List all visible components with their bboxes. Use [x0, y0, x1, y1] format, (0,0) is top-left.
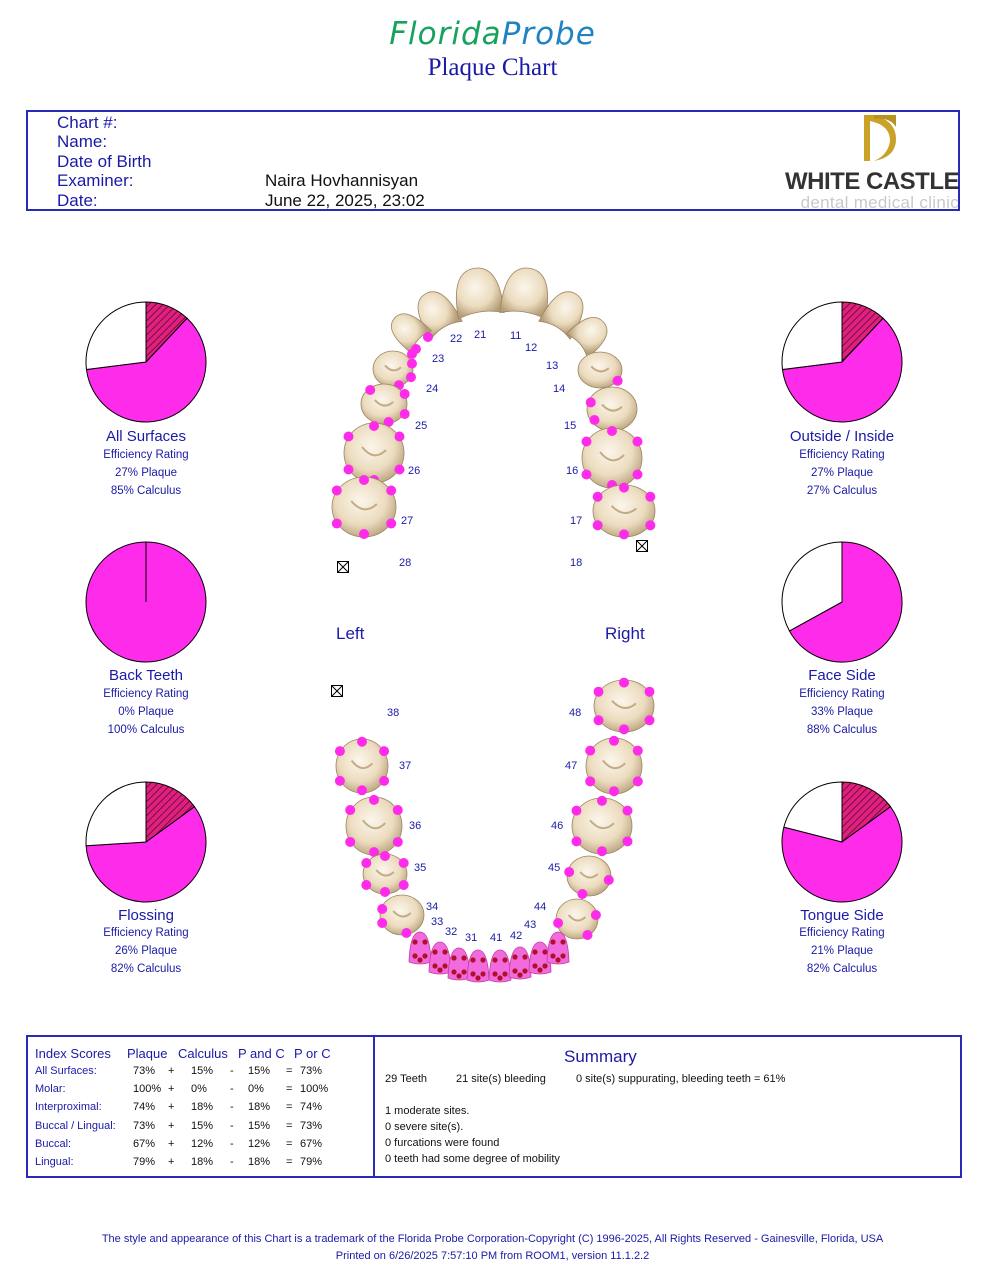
bleeding-site-dot	[560, 939, 565, 944]
plus-operator: +	[168, 1119, 175, 1132]
p-and-c-score: 0%	[248, 1083, 264, 1096]
tooth-number: 13	[546, 360, 559, 372]
pie-title-all-surfaces: All Surfaces	[105, 428, 187, 445]
bleeding-site-dot	[497, 975, 502, 980]
score-row-label: Interproximal:	[35, 1101, 102, 1114]
bleeding-site-dot	[480, 957, 485, 962]
plaque-site-dot	[359, 475, 369, 485]
plaque-site-dot	[345, 837, 355, 847]
molar-tooth	[593, 485, 655, 537]
p-and-c-score: 18%	[248, 1101, 271, 1114]
plaque-score: 74%	[133, 1101, 156, 1114]
plaque-site-dot	[609, 786, 619, 796]
plaque-site-dot	[369, 421, 379, 431]
tooth-number: 16	[566, 465, 579, 477]
plaque-site-dot	[633, 746, 643, 756]
bleeding-site-dot	[451, 955, 456, 960]
pie-calculus: 85% Calculus	[110, 485, 182, 497]
bleeding-site-dot	[512, 968, 517, 973]
summary-line: 0 severe site(s).	[385, 1121, 464, 1133]
score-row-label: All Surfaces:	[35, 1065, 97, 1077]
plaque-site-dot	[335, 746, 345, 756]
pie-rating: Efficiency Rating	[799, 449, 885, 461]
molar-tooth	[332, 477, 396, 537]
tooth-number: 44	[534, 901, 547, 913]
plaque-site-dot	[597, 796, 607, 806]
plaque-site-dot	[361, 858, 371, 868]
p-or-c-score: 100%	[300, 1083, 329, 1096]
plaque-site-dot	[593, 492, 603, 502]
plaque-site-dot	[594, 715, 604, 725]
plaque-column-header: Plaque	[127, 1046, 168, 1061]
summary-title: Summary	[564, 1047, 637, 1066]
bleeding-site-dot	[432, 949, 437, 954]
bleeding-site-dot	[537, 967, 542, 972]
plaque-site-dot	[572, 836, 582, 846]
tooth-number: 24	[426, 383, 439, 395]
p-or-c-score: 73%	[300, 1065, 323, 1077]
plaque-score: 73%	[133, 1119, 156, 1132]
plaque-site-dot	[577, 889, 587, 899]
plaque-site-dot	[400, 409, 410, 419]
tooth-number: 31	[465, 932, 478, 944]
pie-rating: Efficiency Rating	[799, 927, 885, 939]
tooth-number: 33	[431, 916, 444, 928]
minus-operator: -	[230, 1083, 234, 1096]
plaque-site-dot	[619, 678, 629, 688]
plaque-site-dot	[623, 806, 633, 816]
plaque-site-dot	[619, 483, 629, 493]
tooth-number: 22	[450, 333, 463, 345]
bleeding-site-dot	[512, 954, 517, 959]
plaque-site-dot	[395, 432, 405, 442]
molar-tooth	[586, 738, 642, 794]
tooth-number: 32	[445, 926, 458, 938]
pie-plaque: 21% Plaque	[810, 945, 874, 957]
summary-line: 0 teeth had some degree of mobility	[385, 1153, 560, 1165]
pie-plaque: 27% Plaque	[114, 467, 178, 479]
plaque-site-dot	[344, 432, 354, 442]
bleeding-site-dot	[502, 957, 507, 962]
plaque-score: 67%	[133, 1137, 156, 1150]
bleeding-site-dot	[480, 971, 485, 976]
plus-operator: +	[168, 1065, 175, 1077]
minus-operator: -	[230, 1101, 234, 1114]
tooth-number: 47	[565, 760, 578, 772]
pie-title-outside-inside: Outside / Inside	[789, 428, 895, 445]
right-side-label: Right	[605, 624, 645, 643]
plus-operator: +	[168, 1083, 175, 1096]
plaque-site-dot	[633, 470, 643, 480]
plaque-site-dot	[357, 785, 367, 795]
plaque-site-dot	[604, 875, 614, 885]
tooth-number: 15	[564, 420, 577, 432]
p-or-c-score: 67%	[300, 1137, 323, 1150]
bleeding-site-dot	[492, 957, 497, 962]
pie-rating: Efficiency Rating	[103, 927, 189, 939]
pie-rating: Efficiency Rating	[103, 449, 189, 461]
name-label: Name:	[57, 132, 108, 151]
p-or-c-column-header: P or C	[294, 1046, 331, 1061]
plaque-score: 100%	[133, 1083, 162, 1096]
tooth-number: 18	[570, 557, 583, 569]
summary-line: 0 furcations were found	[385, 1137, 500, 1149]
molar-tooth	[373, 351, 413, 387]
summary-line: 1 moderate sites.	[385, 1105, 470, 1117]
score-row-label: Buccal:	[35, 1137, 72, 1150]
tooth-number: 21	[474, 329, 487, 341]
florida-probe-logo: FloridaProbe	[389, 16, 596, 52]
bleeding-site-dot	[542, 963, 547, 968]
plaque-site-dot	[597, 846, 607, 856]
left-side-label: Left	[336, 624, 365, 643]
examiner-value: Naira Hovhannisyan	[265, 171, 419, 190]
plaque-site-dot	[393, 837, 403, 847]
index-scores-header: Index Scores	[35, 1046, 111, 1061]
bleeding-site-dot	[456, 973, 461, 978]
bleeding-site-dot	[417, 957, 422, 962]
tooth-number: 27	[401, 515, 414, 527]
tooth-number: 35	[414, 862, 427, 874]
plaque-site-dot	[400, 389, 410, 399]
plaque-site-dot	[379, 746, 389, 756]
bleeding-site-dot	[555, 957, 560, 962]
plaque-site-dot	[357, 737, 367, 747]
plaque-site-dot	[393, 805, 403, 815]
bleeding-site-dot	[550, 939, 555, 944]
plaque-site-dot	[564, 867, 574, 877]
calculus-score: 15%	[191, 1119, 214, 1132]
tooth-number: 46	[551, 820, 564, 832]
teeth-count: 29 Teeth	[385, 1073, 428, 1085]
plaque-site-dot	[645, 715, 655, 725]
bleeding-site-dot	[437, 967, 442, 972]
tooth-number: 43	[524, 919, 537, 931]
plus-operator: +	[168, 1156, 175, 1168]
bleeding-site-dot	[492, 971, 497, 976]
pie-calculus: 82% Calculus	[806, 963, 878, 975]
molar-tooth	[344, 423, 404, 483]
bleeding-site-dot	[560, 953, 565, 958]
print-info-footer: Printed on 6/26/2025 7:57:10 PM from ROOM1, version 11.1.2.2	[335, 1250, 650, 1262]
plaque-site-dot	[377, 904, 387, 914]
calculus-column-header: Calculus	[178, 1046, 228, 1061]
p-and-c-column-header: P and C	[238, 1046, 285, 1061]
equals-operator: =	[286, 1101, 293, 1114]
pie-title-flossing: Flossing	[118, 907, 174, 924]
score-row-label: Molar:	[35, 1083, 66, 1096]
plaque-site-dot	[572, 806, 582, 816]
plaque-site-dot	[582, 437, 592, 447]
p-and-c-score: 12%	[248, 1137, 271, 1150]
pie-plaque: 33% Plaque	[810, 706, 874, 718]
molar-tooth	[582, 428, 642, 488]
date-label: Date:	[57, 191, 98, 210]
plaque-site-dot	[386, 486, 396, 496]
calculus-score: 18%	[191, 1101, 214, 1114]
plaque-site-dot	[386, 519, 396, 529]
plaque-site-dot	[591, 910, 601, 920]
bleeding-site-dot	[470, 957, 475, 962]
tooth-number: 26	[408, 465, 421, 477]
tooth-number: 34	[426, 901, 439, 913]
bleeding-site-dot	[422, 939, 427, 944]
plaque-site-dot	[619, 724, 629, 734]
plaque-site-dot	[335, 776, 345, 786]
plaque-site-dot	[593, 520, 603, 530]
plaque-site-dot	[585, 746, 595, 756]
calculus-score: 12%	[191, 1137, 214, 1150]
equals-operator: =	[286, 1156, 293, 1168]
calculus-score: 0%	[191, 1083, 207, 1096]
bleeding-site-dot	[422, 953, 427, 958]
clinic-name: WHITE CASTLE	[785, 168, 959, 195]
plaque-site-dot	[609, 736, 619, 746]
p-or-c-score: 79%	[300, 1156, 323, 1168]
plaque-site-dot	[613, 376, 623, 386]
bleeding-site-dot	[532, 949, 537, 954]
plaque-site-dot	[633, 437, 643, 447]
molar-tooth	[380, 895, 424, 935]
plaque-site-dot	[395, 465, 405, 475]
plaque-site-dot	[401, 928, 411, 938]
plaque-site-dot	[594, 687, 604, 697]
plaque-site-dot	[365, 385, 375, 395]
chart-number-label: Chart #:	[57, 113, 118, 132]
molar-tooth	[336, 739, 388, 793]
pie-calculus: 82% Calculus	[110, 963, 182, 975]
pie-rating: Efficiency Rating	[103, 688, 189, 700]
tooth-number: 45	[548, 862, 561, 874]
molar-tooth	[594, 680, 654, 732]
plaque-site-dot	[332, 519, 342, 529]
tooth-number: 48	[569, 707, 582, 719]
tooth-number: 12	[525, 342, 538, 354]
plaque-site-dot	[332, 486, 342, 496]
pie-calculus: 27% Calculus	[806, 485, 878, 497]
pie-title-face-side: Face Side	[808, 667, 876, 684]
plus-operator: +	[168, 1101, 175, 1114]
plaque-site-dot	[406, 372, 416, 382]
bleeding-site-dot	[442, 949, 447, 954]
plaque-site-dot	[623, 836, 633, 846]
minus-operator: -	[230, 1065, 234, 1077]
tooth-number: 42	[510, 930, 523, 942]
plaque-site-dot	[377, 918, 387, 928]
plaque-site-dot	[645, 520, 655, 530]
pie-plaque: 0% Plaque	[118, 706, 174, 718]
plaque-site-dot	[553, 918, 563, 928]
dob-label: Date of Birth	[57, 152, 152, 171]
p-and-c-score: 15%	[248, 1065, 271, 1077]
bleeding-site-dot	[461, 969, 466, 974]
examiner-label: Examiner:	[57, 171, 134, 190]
pie-rating: Efficiency Rating	[799, 688, 885, 700]
plaque-site-dot	[361, 880, 371, 890]
bleeding-site-dot	[442, 963, 447, 968]
molar-tooth	[346, 797, 402, 855]
equals-operator: =	[286, 1065, 293, 1077]
tooth-number: 37	[399, 760, 412, 772]
plaque-score: 79%	[133, 1156, 156, 1168]
bleeding-site-dot	[451, 969, 456, 974]
plaque-site-dot	[379, 776, 389, 786]
equals-operator: =	[286, 1083, 293, 1096]
plaque-site-dot	[607, 426, 617, 436]
equals-operator: =	[286, 1137, 293, 1150]
copyright-footer: The style and appearance of this Chart is a trademark of the Florida Probe Corporation-Copyright (C) 1996-2025, All Rights Reserved - Gainesville, Florida, USA	[101, 1233, 884, 1245]
p-or-c-score: 73%	[300, 1119, 323, 1132]
bleeding-site-dot	[432, 963, 437, 968]
plaque-site-dot	[633, 776, 643, 786]
molar-tooth	[567, 856, 611, 896]
score-row-label: Lingual:	[35, 1156, 74, 1168]
plaque-site-dot	[380, 851, 390, 861]
plaque-site-dot	[590, 415, 600, 425]
tooth-number: 23	[432, 353, 445, 365]
pie-calculus: 88% Calculus	[806, 724, 878, 736]
tooth-number: 41	[490, 932, 503, 944]
bleeding-site-dot	[532, 963, 537, 968]
bleeding-site-dot	[542, 949, 547, 954]
plaque-site-dot	[423, 332, 433, 342]
tooth-number: 14	[553, 383, 566, 395]
pie-plaque: 27% Plaque	[810, 467, 874, 479]
plaque-site-dot	[582, 470, 592, 480]
pie-title-tongue-side: Tongue Side	[800, 907, 884, 924]
plaque-site-dot	[399, 858, 409, 868]
plaque-site-dot	[407, 359, 417, 369]
suppurating-sites: 0 site(s) suppurating, bleeding teeth = 61%	[576, 1073, 786, 1085]
minus-operator: -	[230, 1156, 234, 1168]
tooth-number: 28	[399, 557, 412, 569]
bleeding-site-dot	[522, 968, 527, 973]
bleeding-site-dot	[522, 954, 527, 959]
plaque-site-dot	[359, 529, 369, 539]
molar-tooth	[572, 798, 632, 854]
plaque-site-dot	[399, 880, 409, 890]
bleeding-site-dot	[470, 971, 475, 976]
date-value: June 22, 2025, 23:02	[265, 191, 425, 210]
pie-plaque: 26% Plaque	[114, 945, 178, 957]
minus-operator: -	[230, 1137, 234, 1150]
pie-calculus: 100% Calculus	[107, 724, 185, 736]
pie-title-back-teeth: Back Teeth	[109, 667, 183, 684]
bleeding-site-dot	[550, 953, 555, 958]
plaque-site-dot	[344, 465, 354, 475]
bleeding-site-dot	[517, 972, 522, 977]
plaque-site-dot	[583, 930, 593, 940]
plaque-site-dot	[645, 492, 655, 502]
plaque-site-dot	[586, 397, 596, 407]
bleeding-site-dot	[461, 955, 466, 960]
plaque-score: 73%	[133, 1065, 156, 1077]
plaque-site-dot	[585, 776, 595, 786]
tooth-number: 17	[570, 515, 583, 527]
bleeding-site-dot	[502, 971, 507, 976]
plus-operator: +	[168, 1137, 175, 1150]
tooth-number: 38	[387, 707, 400, 719]
incisor-crown	[452, 265, 505, 319]
clinic-subtitle: dental medical clinic	[800, 193, 959, 212]
minus-operator: -	[230, 1119, 234, 1132]
bleeding-site-dot	[475, 975, 480, 980]
p-or-c-score: 74%	[300, 1101, 323, 1114]
plaque-site-dot	[380, 887, 390, 897]
tooth-number: 11	[510, 330, 522, 342]
p-and-c-score: 18%	[248, 1156, 271, 1168]
plaque-site-dot	[619, 529, 629, 539]
plaque-site-dot	[345, 805, 355, 815]
bleeding-site-dot	[412, 939, 417, 944]
plaque-site-dot	[369, 795, 379, 805]
tooth-number: 25	[415, 420, 428, 432]
calculus-score: 18%	[191, 1156, 214, 1168]
bleeding-site-dot	[412, 953, 417, 958]
plaque-site-dot	[645, 687, 655, 697]
bleeding-sites: 21 site(s) bleeding	[456, 1073, 546, 1085]
equals-operator: =	[286, 1119, 293, 1132]
p-and-c-score: 15%	[248, 1119, 271, 1132]
calculus-score: 15%	[191, 1065, 214, 1077]
incisor-tooth	[452, 265, 505, 319]
page-title: Plaque Chart	[427, 54, 558, 81]
score-row-label: Buccal / Lingual:	[35, 1119, 116, 1132]
tooth-number: 36	[409, 820, 422, 832]
